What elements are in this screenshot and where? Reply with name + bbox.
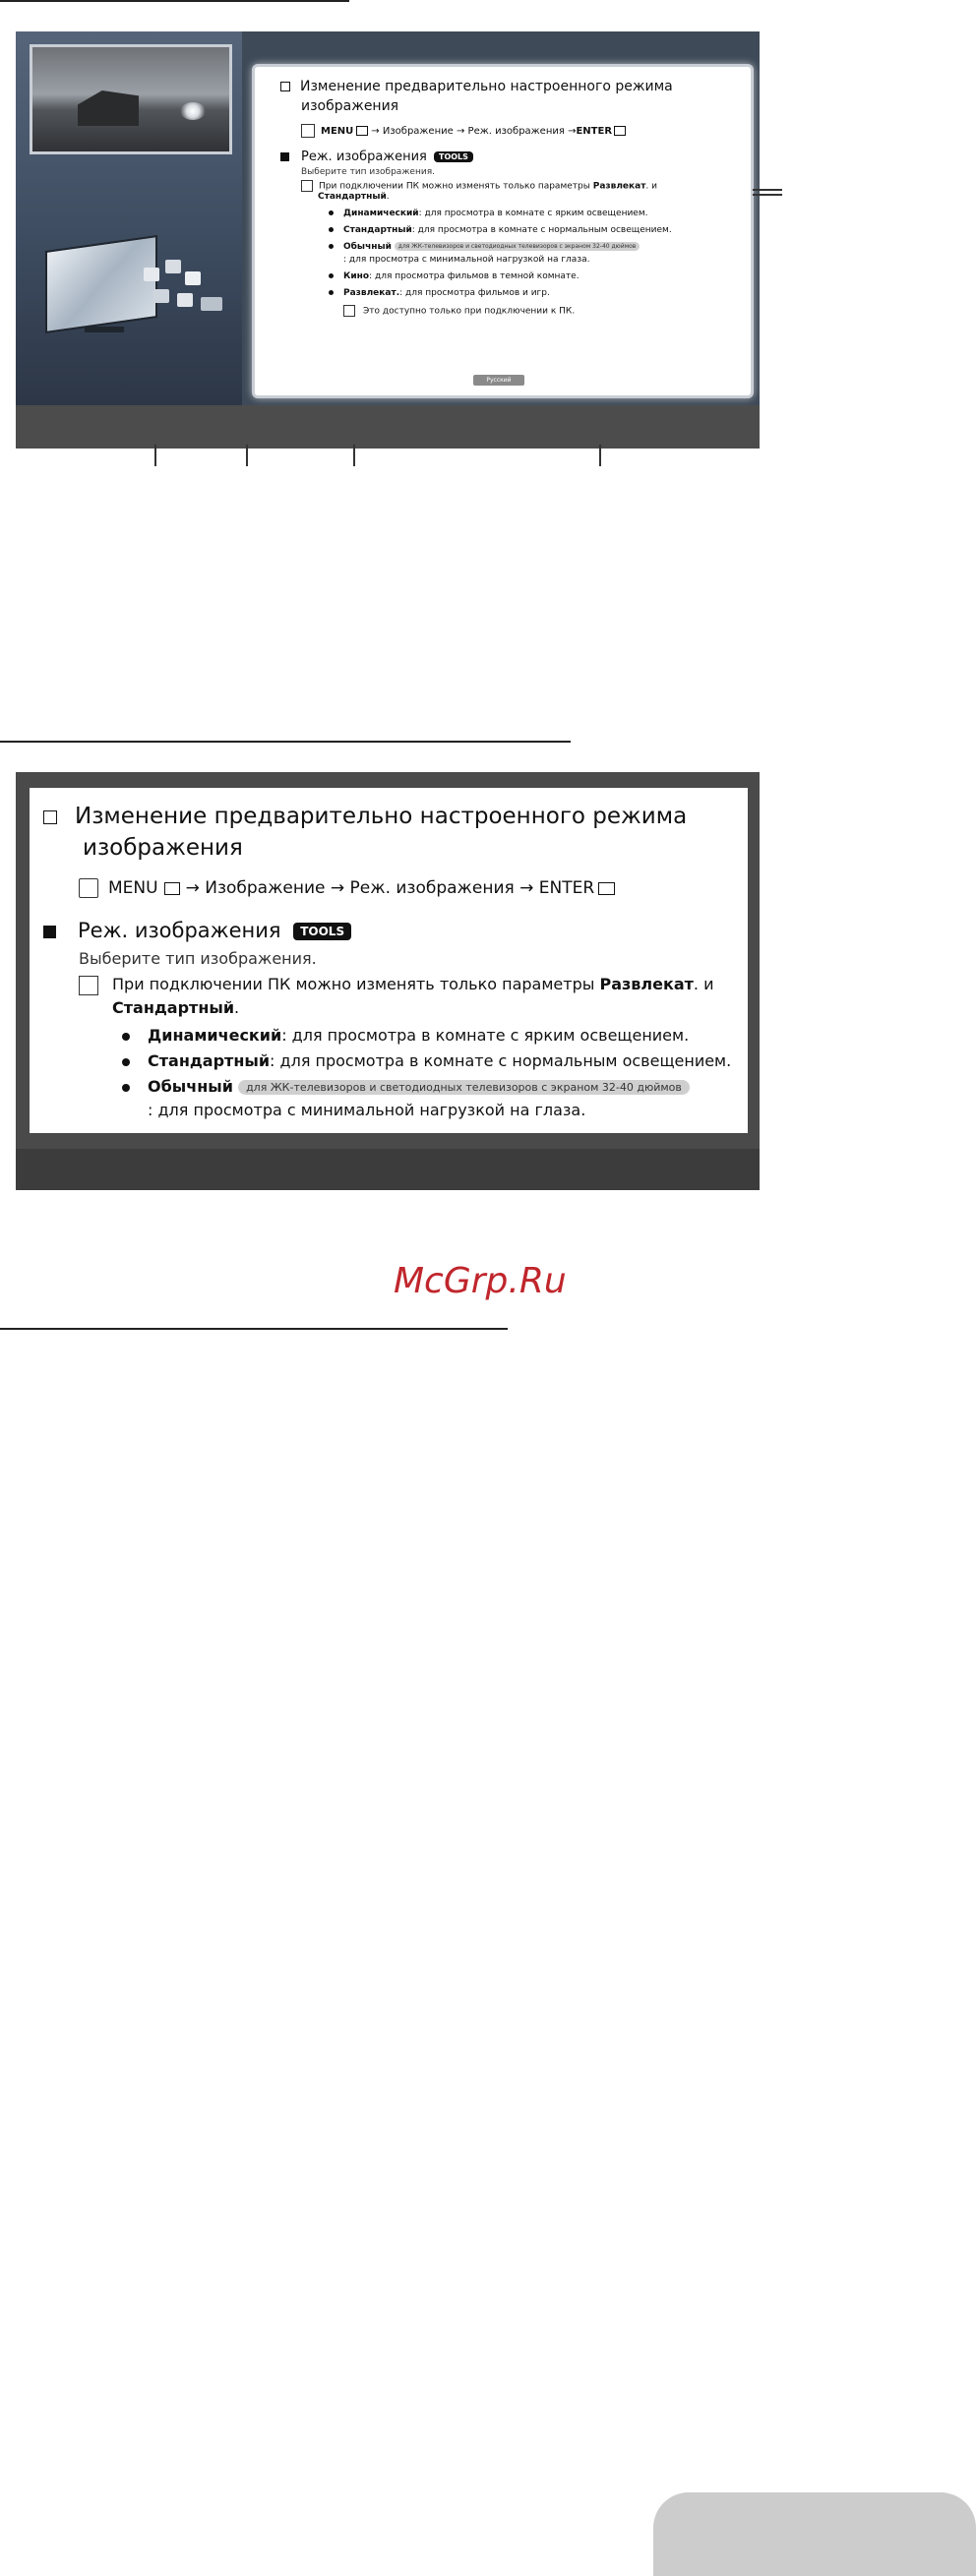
zoomed-bottom-bar <box>16 1149 760 1190</box>
tv-stand <box>85 327 124 332</box>
remote-icon <box>301 124 315 138</box>
panel-heading-1: Изменение предварительно настроенного режима <box>280 79 673 94</box>
zoomed-content-panel <box>30 788 748 1133</box>
mode-square-icon <box>280 152 289 161</box>
screen-bottom-bar <box>16 405 760 449</box>
zoom-heading-1: Изменение предварительно настроенного режима <box>43 804 687 829</box>
note-icon <box>79 976 98 995</box>
app-icons-cluster <box>134 258 232 327</box>
zoom-menu-path: MENU → Изображение → Реж. изображения → ENTER <box>79 878 615 898</box>
callout-line <box>154 445 156 466</box>
page-tab <box>653 2492 976 2576</box>
mode-title: Реж. изображения TOOLS <box>280 150 473 164</box>
menu-path: MENU → Изображение → Реж. изображения →ENTER <box>301 124 626 138</box>
note-pc-only: Это доступно только при подключении к ПК. <box>343 305 575 317</box>
heading-square-icon <box>43 810 57 824</box>
zoom-mode-title: Реж. изображения TOOLS <box>43 919 351 942</box>
content-panel <box>252 64 754 398</box>
note-pc-2: Стандартный. <box>318 192 390 202</box>
emanual-screen <box>16 31 760 449</box>
list-item: Обычный для ЖК-телевизоров и светодиодных телевизоров с экраном 32-40 дюймов <box>122 1077 690 1096</box>
callout-line-right <box>753 194 782 196</box>
list-item: Развлекат.: для просмотра фильмов и игр. <box>329 288 550 298</box>
sun-glow <box>180 102 206 120</box>
zoom-note-pc: При подключении ПК можно изменять только параметры Развлекат. и <box>79 975 714 995</box>
callout-line <box>599 445 601 466</box>
note-pc: При подключении ПК можно изменять только параметры Развлекат. и <box>301 180 657 192</box>
list-item: Динамический: для просмотра в комнате с ярким освещением. <box>122 1026 689 1045</box>
callout-line <box>246 445 248 466</box>
size-pill: для ЖК-телевизоров и светодиодных телевизоров с экраном 32-40 дюймов <box>238 1080 690 1095</box>
zoom-note-pc-2: Стандартный. <box>112 998 240 1017</box>
bottom-rule <box>0 1328 508 1330</box>
remote-icon <box>79 878 98 898</box>
zoom-heading-2: изображения <box>83 835 243 861</box>
top-rule <box>0 0 349 2</box>
callout-line <box>353 445 355 466</box>
tools-badge: TOOLS <box>293 923 351 940</box>
note-icon <box>301 180 313 192</box>
language-button[interactable]: Русский <box>473 375 524 386</box>
mode-square-icon <box>43 926 56 938</box>
enter-icon <box>614 126 626 136</box>
select-text: Выберите тип изображения. <box>301 167 435 177</box>
list-item: Обычный для ЖК-телевизоров и светодиодных телевизоров с экраном 32-40 дюймов <box>329 242 640 252</box>
list-item-cont: : для просмотра с минимальной нагрузкой на глаза. <box>148 1101 586 1119</box>
list-item: Стандартный: для просмотра в комнате с нормальным освещением. <box>122 1051 731 1070</box>
house-silhouette <box>78 90 139 126</box>
note-icon <box>343 305 355 317</box>
menu-icon <box>164 882 180 895</box>
list-item: Стандартный: для просмотра в комнате с нормальным освещением. <box>329 225 672 235</box>
list-item: Динамический: для просмотра в комнате с ярким освещением. <box>329 209 648 218</box>
size-pill: для ЖК-телевизоров и светодиодных телевизоров с экраном 32-40 дюймов <box>395 242 640 251</box>
list-item: Кино: для просмотра фильмов в темной комнате. <box>329 271 580 281</box>
mid-rule <box>0 741 571 743</box>
panel-heading-2: изображения <box>301 98 399 114</box>
zoomed-screen <box>16 772 760 1190</box>
heading-square-icon <box>280 82 290 91</box>
photo-thumbnail <box>30 44 232 154</box>
zoom-select-text: Выберите тип изображения. <box>79 949 317 968</box>
enter-icon <box>598 882 615 895</box>
list-item-cont: : для просмотра с минимальной нагрузкой на глаза. <box>343 255 590 265</box>
tools-badge: TOOLS <box>434 151 473 162</box>
watermark: McGrp.Ru <box>394 1261 567 1301</box>
callout-line-right <box>753 189 782 191</box>
